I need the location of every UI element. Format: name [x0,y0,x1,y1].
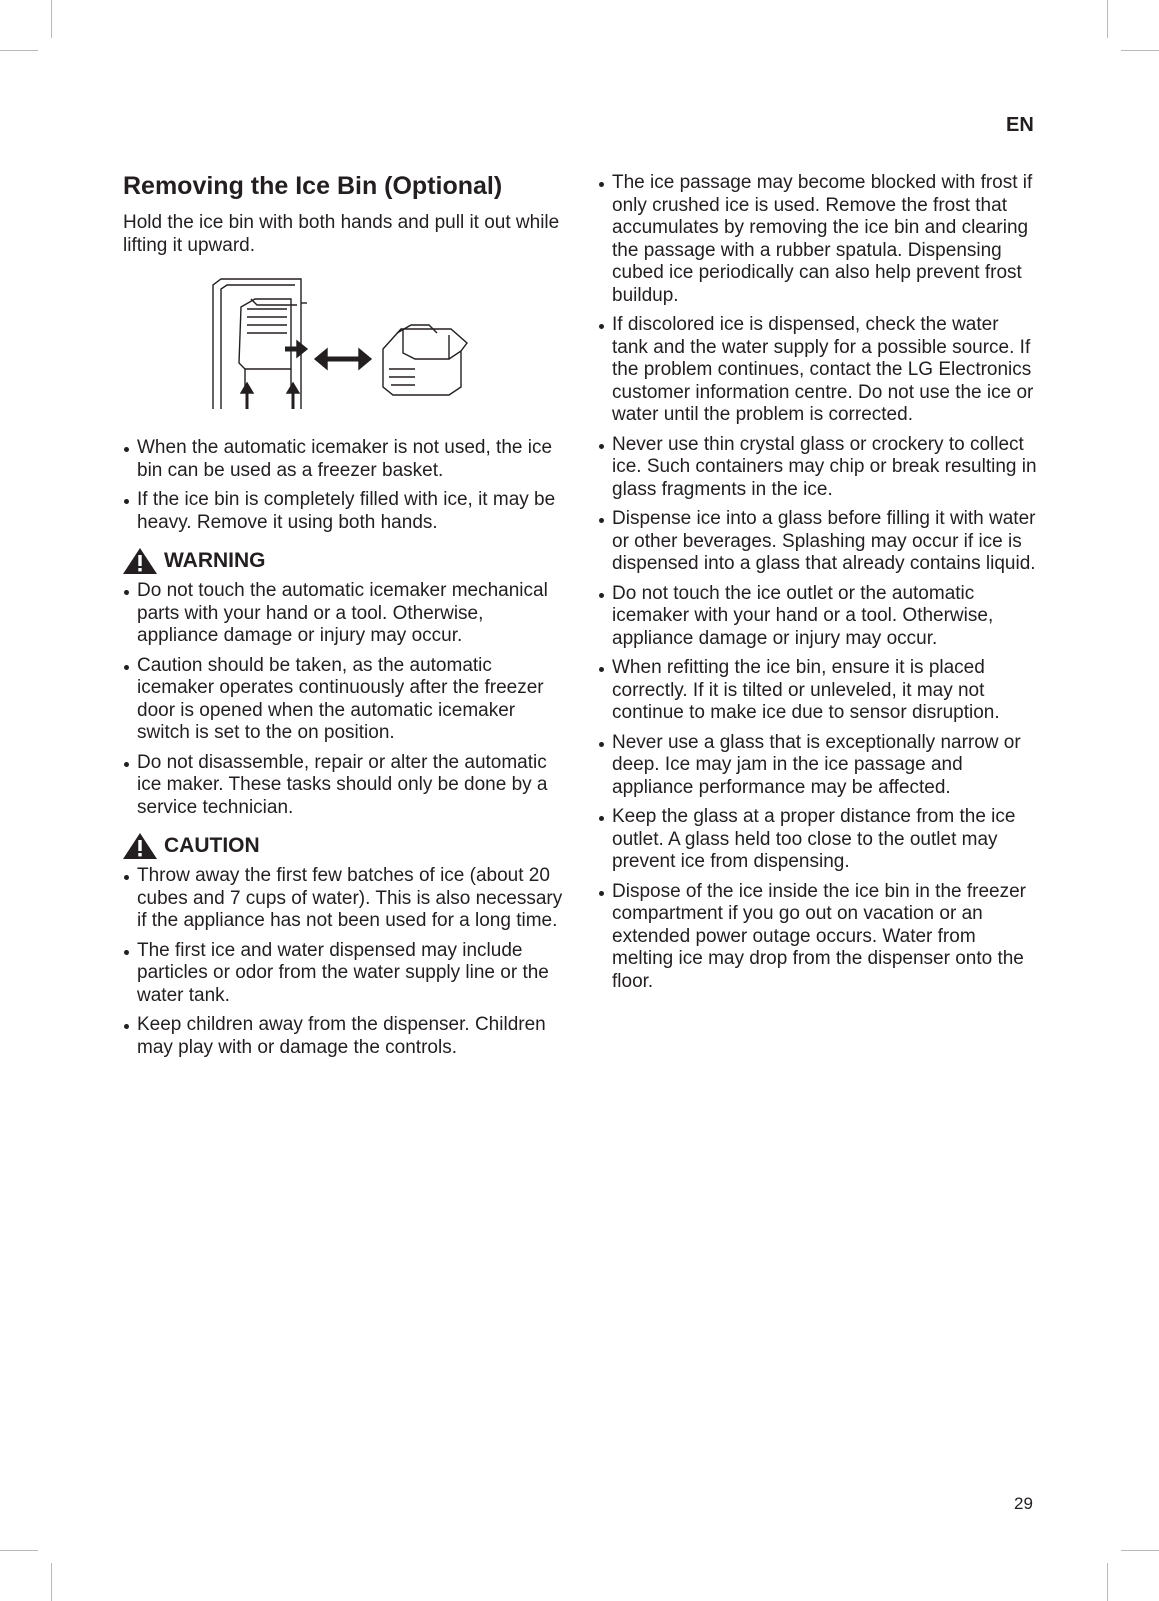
list-item: Dispose of the ice inside the ice bin in the freezer compartment if you go out on vacation or an extended power outage occurs. Water from melting ice may drop from the dispenser onto the floor. [598,881,1038,994]
list-item: Keep the glass at a proper distance from the ice outlet. A glass held too close to the outlet may prevent ice from dispensing. [598,806,1038,874]
crop-mark [1107,0,1108,38]
page-number: 29 [1014,1494,1033,1513]
warning-triangle-icon [122,547,158,575]
caution-label: CAUTION [164,834,260,857]
left-column [123,170,563,1066]
list-item: Never use thin crystal glass or crockery to collect ice. Such containers may chip or break resulting in glass fragments in the ice. [598,434,1038,502]
warning-triangle-icon [122,832,158,860]
warning-heading [122,546,563,576]
ice-bin-removal-illustration [211,277,471,415]
section-intro: Hold the ice bin with both hands and pull it out while lifting it upward. [123,212,560,256]
crop-mark [1121,1550,1159,1551]
list-item: The first ice and water dispensed may include particles or odor from the water supply line or the water tank. [123,940,563,1008]
list-item: Throw away the first few batches of ice (about 20 cubes and 7 cups of water). This is also necessary if the appliance has not been used for a long time. [123,865,563,933]
list-item: Do not touch the ice outlet or the automatic icemaker with your hand or a tool. Otherwise, appliance damage or injury may occur. [598,583,1038,651]
crop-mark [1107,1563,1108,1601]
list-item: Do not touch the automatic icemaker mechanical parts with your hand or a tool. Otherwise, appliance damage or injury may occur. [123,580,563,648]
list-item: When the automatic icemaker is not used, the ice bin can be used as a freezer basket. [123,437,563,482]
list-item: Keep children away from the dispenser. Children may play with or damage the controls. [123,1014,563,1059]
warning-list [123,580,563,819]
section-title: Removing the Ice Bin (Optional) [123,172,503,200]
list-item: Never use a glass that is exceptionally narrow or deep. Ice may jam in the ice passage and appliance performance may be affected. [598,732,1038,800]
right-column [598,172,1038,1000]
crop-mark [51,1563,52,1601]
caution-list [123,865,563,1059]
list-item: Caution should be taken, as the automatic icemaker operates continuously after the freezer door is opened when the automatic icemaker switch is set to the on position. [123,655,563,745]
warning-label: WARNING [164,549,266,572]
ice-bin-notes [123,437,563,534]
crop-mark [0,50,38,51]
language-label: EN [1006,114,1034,136]
list-item: Do not disassemble, repair or alter the automatic ice maker. These tasks should only be done by a service technician. [123,752,563,820]
list-item: The ice passage may become blocked with frost if only crushed ice is used. Remove the frost that accumulates by removing the ice bin and clearing the passage with a rubber spatula. Dispensing cubed ice periodically can also help prevent frost buildup. [598,172,1038,307]
list-item: Dispense ice into a glass before filling it with water or other beverages. Splashing may occur if ice is dispensed into a glass that already contains liquid. [598,508,1038,576]
caution-list-continued [598,172,1038,993]
list-item: If discolored ice is dispensed, check the water tank and the water supply for a possible source. If the problem continues, contact the LG Electronics customer information centre. Do not use the ice or water until the problem is corrected. [598,314,1038,427]
list-item: When refitting the ice bin, ensure it is placed correctly. If it is tilted or unleveled, it may not continue to make ice due to sensor disruption. [598,657,1038,725]
crop-mark [1121,50,1159,51]
caution-heading [122,831,563,861]
list-item: If the ice bin is completely filled with ice, it may be heavy. Remove it using both hands. [123,489,563,534]
crop-mark [51,0,52,38]
crop-mark [0,1550,38,1551]
